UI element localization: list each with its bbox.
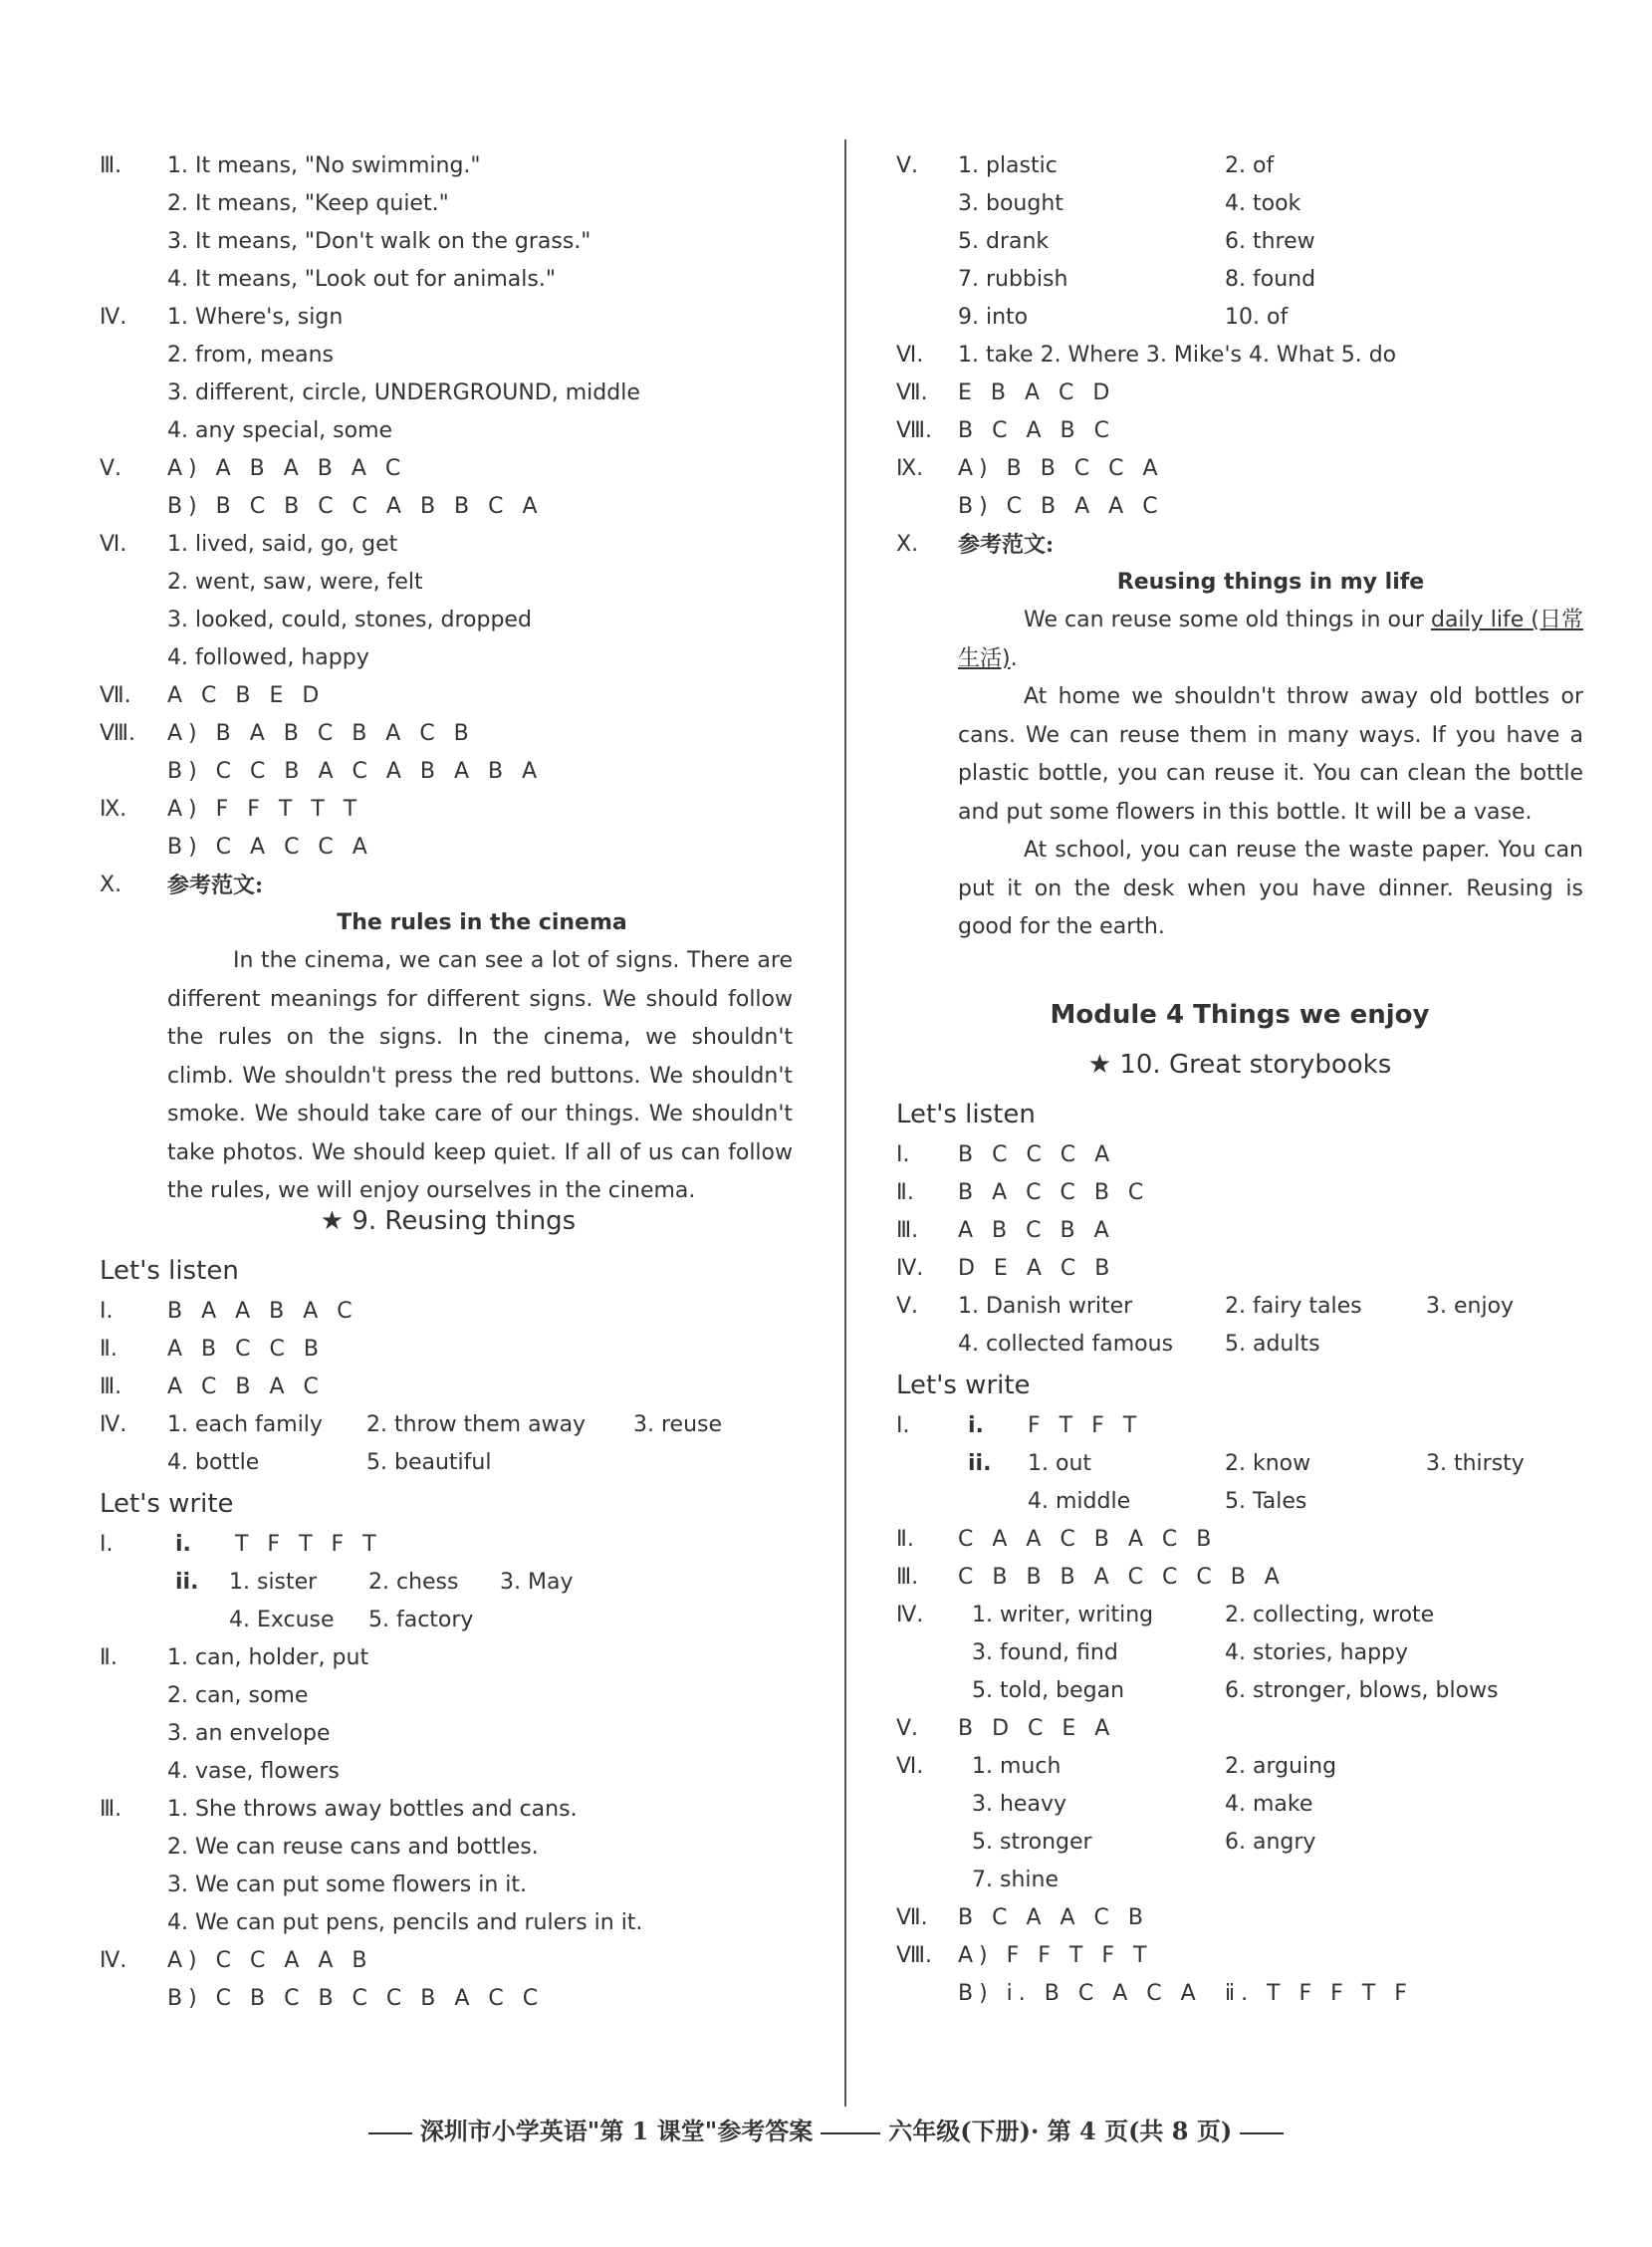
answer-text: 5. adults	[1225, 1331, 1320, 1357]
answer-text: 5. stronger	[972, 1829, 1092, 1855]
answer-row	[100, 753, 797, 791]
question-number: Ⅱ.	[100, 1337, 118, 1362]
answer-text: B) B C B C C A B B C A	[167, 494, 544, 519]
answer-row	[896, 1937, 1583, 1975]
answer-row	[896, 1559, 1583, 1597]
answer-text: 2. of	[1225, 153, 1275, 178]
answer-text: F T F T	[1028, 1412, 1143, 1438]
footer-title: 深圳市小学英语"第 1 课堂"参考答案	[419, 2117, 814, 2145]
answer-text: 3. an envelope	[167, 1721, 331, 1746]
question-number: Ⅱ.	[100, 1645, 118, 1670]
question-number: Ⅰ.	[896, 1412, 910, 1438]
essay-paragraph	[958, 602, 1583, 678]
answer-row	[100, 791, 797, 829]
answer-text: B D C E A	[958, 1715, 1116, 1741]
answer-row	[896, 1786, 1583, 1824]
question-number: Ⅲ.	[896, 1564, 919, 1590]
question-number: Ⅵ.	[896, 1753, 924, 1779]
column-divider	[844, 139, 846, 2107]
answer-row	[100, 450, 797, 488]
essay-paragraph: At home we shouldn't throw away old bottles or cans. We can reuse them in many ways. If you have a plastic bottle, you can reuse it. You can clean the bottle and put some flowers in this bottle. It will be a vase.	[958, 684, 1583, 825]
question-number: Ⅱ.	[896, 1179, 914, 1205]
answer-text: 6. stronger, blows, blows	[1225, 1677, 1499, 1703]
answer-text: 2. We can reuse cans and bottles.	[167, 1835, 539, 1860]
module-title: Module 4 Things we enjoy	[1050, 999, 1430, 1030]
question-number: Ⅵ.	[896, 343, 924, 368]
answer-row	[896, 1136, 1583, 1174]
answer-text: 1. Danish writer	[958, 1293, 1133, 1319]
answer-row	[100, 412, 797, 450]
sub-number: i.	[968, 1412, 984, 1438]
answer-row	[896, 374, 1583, 412]
write-answers	[896, 1521, 1583, 1597]
answer-text: 4. followed, happy	[167, 645, 369, 670]
answer-text: 4. We can put pens, pencils and rulers in it.	[167, 1910, 643, 1935]
answer-text: A C B E D	[167, 683, 326, 708]
footer-dash	[821, 2132, 880, 2134]
answer-row	[896, 1899, 1583, 1937]
footer-page-info: 六年级(下册)· 第 4 页(共 8 页)	[888, 2117, 1233, 2145]
answer-text: 1. sister	[229, 1570, 318, 1595]
answer-text: 2. arguing	[1225, 1753, 1337, 1779]
answer-text: 2. throw them away	[366, 1412, 587, 1437]
answer-text: 7. rubbish	[958, 267, 1068, 292]
answer-text: 4. took	[1225, 191, 1301, 216]
answer-row	[100, 1406, 797, 1444]
answer-text: 1. writer, writing	[972, 1602, 1154, 1627]
answer-text: 6. threw	[1225, 229, 1315, 254]
answer-text: 1. She throws away bottles and cans.	[167, 1797, 578, 1822]
sub-number: ii.	[968, 1450, 992, 1476]
left-answers-block-2	[100, 526, 797, 867]
answer-row	[100, 261, 797, 299]
answer-text: B A C C B C	[958, 1179, 1150, 1205]
answer-row	[896, 1672, 1583, 1710]
write-answers-vi	[896, 1748, 1583, 1899]
left-answers-block-1	[100, 147, 797, 450]
answer-row	[896, 299, 1583, 337]
question-number: Ⅳ.	[896, 1602, 924, 1627]
answer-text: 3. We can put some flowers in it.	[167, 1872, 528, 1897]
page-footer	[0, 2112, 1652, 2146]
answer-row	[100, 1677, 797, 1715]
answer-row	[100, 867, 797, 904]
answer-row	[896, 1445, 1583, 1483]
sub-number: i.	[175, 1532, 191, 1557]
answer-text: 2. from, means	[167, 343, 335, 368]
answer-row	[100, 1867, 797, 1904]
question-number: Ⅳ.	[100, 305, 127, 330]
answer-text: 1. Where's, sign	[167, 305, 344, 330]
question-number: Ⅸ.	[100, 797, 127, 822]
question-number: Ⅲ.	[100, 1797, 122, 1822]
answer-row	[896, 1824, 1583, 1862]
answer-row	[100, 1564, 797, 1602]
answer-text: 7. shine	[972, 1867, 1059, 1892]
unit-title: 9. Reusing things	[352, 1206, 577, 1236]
answer-text: A) F F T T T	[167, 797, 363, 822]
answer-text: 2. know	[1225, 1450, 1311, 1476]
answer-row	[100, 1526, 797, 1564]
question-number: Ⅶ.	[896, 1904, 928, 1930]
answer-row	[896, 147, 1583, 185]
answer-row	[100, 185, 797, 223]
answer-text: 10. of	[1225, 305, 1289, 330]
essay-title: The rules in the cinema	[337, 910, 627, 935]
answer-row	[896, 450, 1583, 488]
answer-text: 5. drank	[958, 229, 1050, 254]
sample-essay-label: 参考范文:	[958, 532, 1055, 558]
section-heading-listen: Let's listen	[100, 1256, 239, 1286]
answer-row	[100, 677, 797, 715]
answer-text: ⅱ. T F F T F	[1225, 1980, 1413, 2006]
sub-number: ii.	[175, 1570, 199, 1595]
answer-text: B) C C B A C A B A B A	[167, 759, 544, 784]
answer-text: 9. into	[958, 305, 1029, 330]
listen-answers	[100, 1293, 797, 1406]
section-heading-write: Let's write	[100, 1489, 234, 1519]
answer-row	[896, 1407, 1583, 1445]
answer-text: A) B A B C B A C B	[167, 721, 475, 746]
answer-text: 4. bottle	[167, 1450, 260, 1475]
answer-row	[100, 299, 797, 337]
question-number: Ⅴ.	[896, 1715, 919, 1741]
question-number: Ⅰ.	[100, 1299, 114, 1324]
answer-row	[100, 1980, 797, 2018]
answer-row	[896, 1521, 1583, 1559]
answer-row	[896, 1288, 1583, 1326]
essay-text: .	[1010, 645, 1018, 671]
answer-text: B) C B A A C	[958, 494, 1164, 519]
answer-row	[896, 223, 1583, 261]
question-number: Ⅰ.	[896, 1141, 910, 1167]
answer-text: E B A C D	[958, 380, 1116, 405]
answer-text: 2. It means, "Keep quiet."	[167, 191, 449, 216]
answer-row	[896, 337, 1583, 374]
answer-row	[100, 1715, 797, 1753]
answer-text: 2. chess	[368, 1570, 459, 1595]
question-number: Ⅴ.	[896, 1293, 919, 1319]
question-number: Ⅰ.	[100, 1532, 114, 1557]
answer-text: B) C B C B C C B A C C	[167, 1986, 545, 2011]
question-number: Ⅳ.	[100, 1948, 127, 1973]
question-number: Ⅶ.	[896, 380, 928, 405]
answer-text: 3. bought	[958, 191, 1063, 216]
question-number: Ⅱ.	[896, 1526, 914, 1552]
right-answers-rows	[896, 374, 1583, 526]
answer-row	[896, 1597, 1583, 1634]
answer-text: 2. fairy tales	[1225, 1293, 1362, 1319]
answer-row	[896, 1862, 1583, 1899]
answer-text: A) B B C C A	[958, 456, 1164, 481]
answer-row	[896, 1710, 1583, 1748]
answer-row	[100, 1829, 797, 1867]
answer-text: 4. stories, happy	[1225, 1639, 1409, 1665]
answer-row	[100, 488, 797, 526]
answer-text: A C B A C	[167, 1374, 325, 1399]
answer-text: 1. take 2. Where 3. Mike's 4. What 5. do	[958, 343, 1397, 368]
answer-text: 1. It means, "No swimming."	[167, 153, 481, 178]
question-number: Ⅹ.	[100, 873, 122, 897]
footer-dash	[1240, 2132, 1284, 2134]
answer-row	[100, 1602, 797, 1639]
answer-row	[100, 602, 797, 639]
answer-row	[100, 147, 797, 185]
answer-text: 3. heavy	[972, 1791, 1066, 1817]
answer-row	[100, 223, 797, 261]
question-number: Ⅲ.	[896, 1217, 919, 1243]
answer-text: B A A B A C	[167, 1299, 358, 1324]
answer-row	[896, 261, 1583, 299]
answer-text: 4. vase, flowers	[167, 1759, 340, 1784]
answer-text: 3. looked, could, stones, dropped	[167, 608, 532, 632]
answer-text: 1. plastic	[958, 153, 1058, 178]
left-column	[100, 147, 797, 2018]
answer-text: 6. angry	[1225, 1829, 1316, 1855]
essay-title: Reusing things in my life	[1116, 570, 1425, 595]
answer-text: 4. middle	[1028, 1488, 1131, 1514]
answer-text: 3. reuse	[633, 1412, 723, 1437]
answer-row	[100, 1791, 797, 1829]
question-number: Ⅸ.	[896, 456, 924, 481]
answer-row	[100, 1369, 797, 1406]
answer-row	[896, 185, 1583, 223]
answer-text: T F T F T	[235, 1532, 382, 1557]
answer-row	[896, 412, 1583, 450]
star-icon: ★	[320, 1206, 345, 1236]
answer-row	[896, 488, 1583, 526]
right-column	[896, 147, 1583, 2013]
answer-text: 5. beautiful	[366, 1450, 492, 1475]
question-number: Ⅷ.	[896, 1942, 932, 1968]
answer-row	[896, 1634, 1583, 1672]
question-number: Ⅵ.	[100, 532, 127, 557]
answer-row	[896, 1212, 1583, 1250]
answer-text: A B C B A	[958, 1217, 1115, 1243]
section-heading-listen: Let's listen	[896, 1099, 1036, 1129]
answer-text: 2. collecting, wrote	[1225, 1602, 1435, 1627]
answer-text: A B C C B	[167, 1337, 325, 1362]
answer-row	[896, 1174, 1583, 1212]
question-number: Ⅴ.	[896, 153, 919, 178]
answer-text: B C C C A	[958, 1141, 1116, 1167]
answer-row	[100, 1331, 797, 1369]
answer-row	[896, 1483, 1583, 1521]
answer-text: 4. Excuse	[229, 1608, 335, 1632]
answer-row	[896, 1748, 1583, 1786]
answer-text: 1. out	[1028, 1450, 1092, 1476]
question-number: Ⅳ.	[100, 1412, 127, 1437]
answer-row	[100, 1753, 797, 1791]
answer-text: 3. thirsty	[1426, 1450, 1525, 1476]
answer-text: 4. It means, "Look out for animals."	[167, 267, 556, 292]
essay-paragraph: In the cinema, we can see a lot of signs. There are different meanings for different signs. We should follow the rules on the signs. In the cinema, we shouldn't climb. We shouldn't press the red buttons. We shouldn't smoke. We should take care of our things. We shouldn't take photos. We should keep quiet. If all of us can follow the rules, we will enjoy ourselves in the cinema.	[167, 948, 793, 1203]
answer-row	[100, 1293, 797, 1331]
answer-text: 1. can, holder, put	[167, 1645, 369, 1670]
question-number: Ⅲ.	[100, 153, 122, 178]
answer-text: D E A C B	[958, 1255, 1116, 1281]
answer-text: 5. told, began	[972, 1677, 1125, 1703]
answer-text: 3. May	[500, 1570, 574, 1595]
essay-paragraph: At school, you can reuse the waste paper. You can put it on the desk when you have dinner. Reusing is good for the earth.	[958, 838, 1583, 939]
answer-row	[100, 526, 797, 564]
answer-text: 3. It means, "Don't walk on the grass."	[167, 229, 591, 254]
answer-row	[100, 564, 797, 602]
answer-text: A) A B A B A C	[167, 456, 407, 481]
answer-row	[100, 374, 797, 412]
question-number: Ⅶ.	[100, 683, 131, 708]
essay-text: We can reuse some old things in our	[1024, 608, 1431, 632]
answer-row	[896, 1975, 1583, 2013]
question-number: Ⅹ.	[896, 532, 919, 557]
footer-dash	[368, 2132, 412, 2134]
answer-row	[896, 1326, 1583, 1364]
answer-text: 3. different, circle, UNDERGROUND, middle	[167, 380, 640, 405]
answer-text: 1. lived, said, go, get	[167, 532, 398, 557]
answer-text: 4. any special, some	[167, 418, 393, 443]
answer-text: B) ⅰ. B C A C A	[958, 1980, 1202, 2006]
answer-text: 5. Tales	[1225, 1488, 1307, 1514]
question-number: Ⅳ.	[896, 1255, 924, 1281]
answer-row	[100, 715, 797, 753]
answer-text: B) C A C C A	[167, 835, 373, 860]
answer-row	[100, 829, 797, 867]
answer-text: 1. each family	[167, 1412, 323, 1437]
question-number: Ⅲ.	[100, 1374, 122, 1399]
star-icon: ★	[1087, 1049, 1112, 1080]
answer-text: C A A C B A C B	[958, 1526, 1218, 1552]
answer-text: 2. went, saw, were, felt	[167, 570, 423, 595]
answer-text: C B B B A C C C B A	[958, 1564, 1286, 1590]
write-answers-iv	[896, 1597, 1583, 1710]
answer-text: 5. factory	[368, 1608, 474, 1632]
answer-row	[896, 526, 1583, 564]
answer-row	[100, 1942, 797, 1980]
answer-text: A) C C A A B	[167, 1948, 373, 1973]
answer-row	[100, 1904, 797, 1942]
section-heading-write: Let's write	[896, 1370, 1031, 1400]
question-number: Ⅴ.	[100, 456, 122, 481]
right-answers-v	[896, 147, 1583, 337]
question-number: Ⅷ.	[100, 721, 135, 746]
answer-text: 1. much	[972, 1753, 1062, 1779]
listen-answers	[896, 1136, 1583, 1288]
answer-row	[100, 1444, 797, 1482]
answer-text: B C A B C	[958, 418, 1115, 443]
answer-text: A) F F T F T	[958, 1942, 1153, 1968]
question-number: Ⅷ.	[896, 418, 932, 443]
answer-text: 3. found, find	[972, 1639, 1118, 1665]
answer-text: 2. can, some	[167, 1683, 309, 1708]
unit-title: 10. Great storybooks	[1119, 1049, 1392, 1080]
essay-underlined-text: daily life (日常生活)	[958, 608, 1583, 671]
answer-text: 4. make	[1225, 1791, 1313, 1817]
sample-essay-label: 参考范文:	[167, 873, 264, 898]
answer-row	[100, 639, 797, 677]
answer-text: 3. enjoy	[1426, 1293, 1515, 1319]
write-answers	[100, 1639, 797, 2018]
answer-text: 4. collected famous	[958, 1331, 1174, 1357]
answer-row	[100, 337, 797, 374]
answer-row	[100, 1639, 797, 1677]
answer-text: B C A A C B	[958, 1904, 1149, 1930]
answer-row	[896, 1250, 1583, 1288]
answer-text: 8. found	[1225, 267, 1316, 292]
